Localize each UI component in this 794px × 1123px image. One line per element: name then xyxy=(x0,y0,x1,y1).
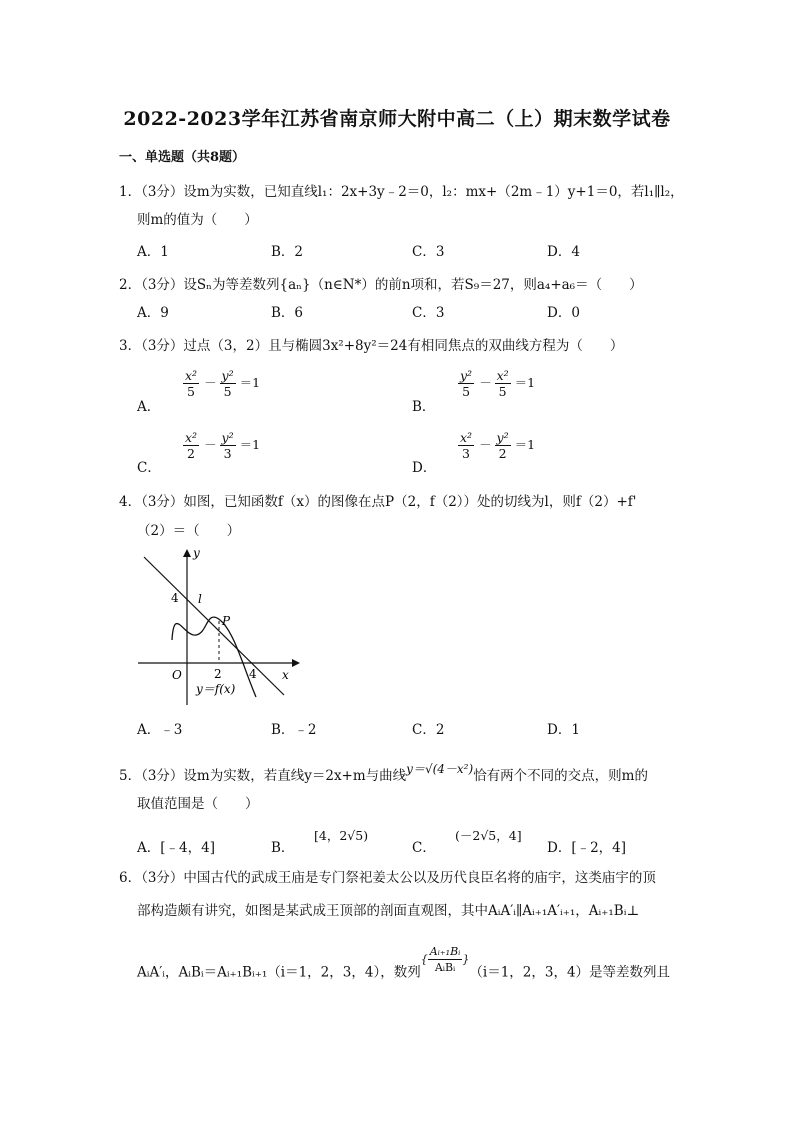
label-l: l xyxy=(198,592,202,606)
q5-line1: 5．（3分）设m为实数，若直线y＝2x+m与曲线y＝√(4－x²)恰有两个不同的交点，则m的 xyxy=(119,762,648,784)
q3-option-d-label: D． xyxy=(412,460,437,476)
page-title: 2022-2023学年江苏省南京师大附中高二（上）期末数学试卷 xyxy=(123,108,671,130)
q6-line2: 部构造颇有讲究，如图是某武成王顶部的剖面直观图，其中AᵢA′ᵢ∥Aᵢ₊₁A′ᵢ₊₁，Aᵢ₊₁Bᵢ⊥ xyxy=(137,903,640,919)
q3-option-c-label: C． xyxy=(137,460,161,476)
x-axis-arrow-icon xyxy=(292,659,300,667)
label-fx: y＝f(x) xyxy=(196,682,236,696)
q4-line1: 4．（3分）如图，已知函数f（x）的图像在点P（2，f（2））处的切线为l，则f（2）+f' xyxy=(119,494,637,510)
q2-option-d: D．0 xyxy=(547,305,580,321)
q1-option-a: A．1 xyxy=(137,244,169,260)
q6-line1: 6．（3分）中国古代的武成王庙是专门祭祀姜太公以及历代良臣名将的庙宇，这类庙宇的顶 xyxy=(119,870,656,886)
q4-option-c: C．2 xyxy=(412,722,445,738)
q5-option-a: A．[﹣4，4] xyxy=(137,840,215,856)
label-x: x xyxy=(282,668,289,682)
q2-option-b: B．6 xyxy=(271,305,304,321)
function-graph xyxy=(132,545,302,710)
label-two-x: 2 xyxy=(214,667,222,681)
q1-option-b: B．2 xyxy=(271,244,304,260)
q1-line2: 则m的值为（ ） xyxy=(137,212,258,228)
y-axis-arrow-icon xyxy=(183,549,191,557)
q3-option-b-equation: $\frac{\text{y²}}{5}$ － $\frac{\text{x²}}{5}$ ＝1 xyxy=(460,368,536,399)
q5-option-b-value: [4，2√5) xyxy=(314,828,369,843)
label-P: P xyxy=(222,614,231,628)
q3-option-d-equation: $\frac{\text{x²}}{3}$ － $\frac{\text{y²}}{2}$ ＝1 xyxy=(460,430,536,461)
q2-option-c: C．3 xyxy=(412,305,445,321)
q2-option-a: A．9 xyxy=(137,305,169,321)
q3-option-a-label: A． xyxy=(137,399,161,415)
q3-option-c-equation: $\frac{\text{x²}}{2}$ － $\frac{\text{y²}}{3}$ ＝1 xyxy=(185,430,261,461)
label-four-y: 4 xyxy=(171,591,179,605)
q3-line1: 3．（3分）过点（3，2）且与椭圆3x²+8y²＝24有相同焦点的双曲线方程为（ ） xyxy=(119,338,624,354)
label-origin: O xyxy=(172,668,182,682)
q5-option-d: D．[﹣2，4] xyxy=(547,840,627,856)
label-y: y xyxy=(193,546,200,560)
q4-option-d: D．1 xyxy=(547,722,580,738)
q3-option-a-equation: $\frac{\text{x²}}{5}$ － $\frac{\text{y²}}{5}$ ＝1 xyxy=(185,368,261,399)
q4-option-b: B．﹣2 xyxy=(271,722,317,738)
label-four-x: 4 xyxy=(249,667,257,681)
q5-option-c-label: C． xyxy=(412,840,436,856)
q3-option-b-label: B． xyxy=(412,399,436,415)
q6-line3: AᵢA′ᵢ，AᵢBᵢ＝Aᵢ₊₁Bᵢ₊₁（i＝1，2，3，4），数列$^{\{ \frac{\text{Aᵢ₊₁Bᵢ}}{\text{AᵢBᵢ}} \}}$（i＝1，2，3，4）是等差数列且 xyxy=(137,945,671,981)
q5-curve: y＝√(4－x²) xyxy=(406,762,474,776)
q5-option-b-label: B． xyxy=(271,840,295,856)
q1-option-c: C．3 xyxy=(412,244,445,260)
q5-option-c-value: (－2√5，4] xyxy=(455,828,522,843)
q5-line2: 取值范围是（ ） xyxy=(137,796,259,812)
q1-option-d: D．4 xyxy=(547,244,580,260)
q1-line1: 1．（3分）设m为实数，已知直线l₁：2x+3y﹣2＝0，l₂：mx+（2m﹣1）y+1＝0，若l₁∥l₂， xyxy=(119,184,684,200)
q2-line1: 2．（3分）设Sₙ为等差数列{aₙ}（n∈N*）的前n项和，若S₉＝27，则a₄+a₆＝（ ） xyxy=(119,277,643,293)
q4-line2: （2）＝（ ） xyxy=(137,523,241,539)
section-heading: 一、单选题（共8题） xyxy=(119,150,246,165)
q4-option-a: A．﹣3 xyxy=(137,722,183,738)
